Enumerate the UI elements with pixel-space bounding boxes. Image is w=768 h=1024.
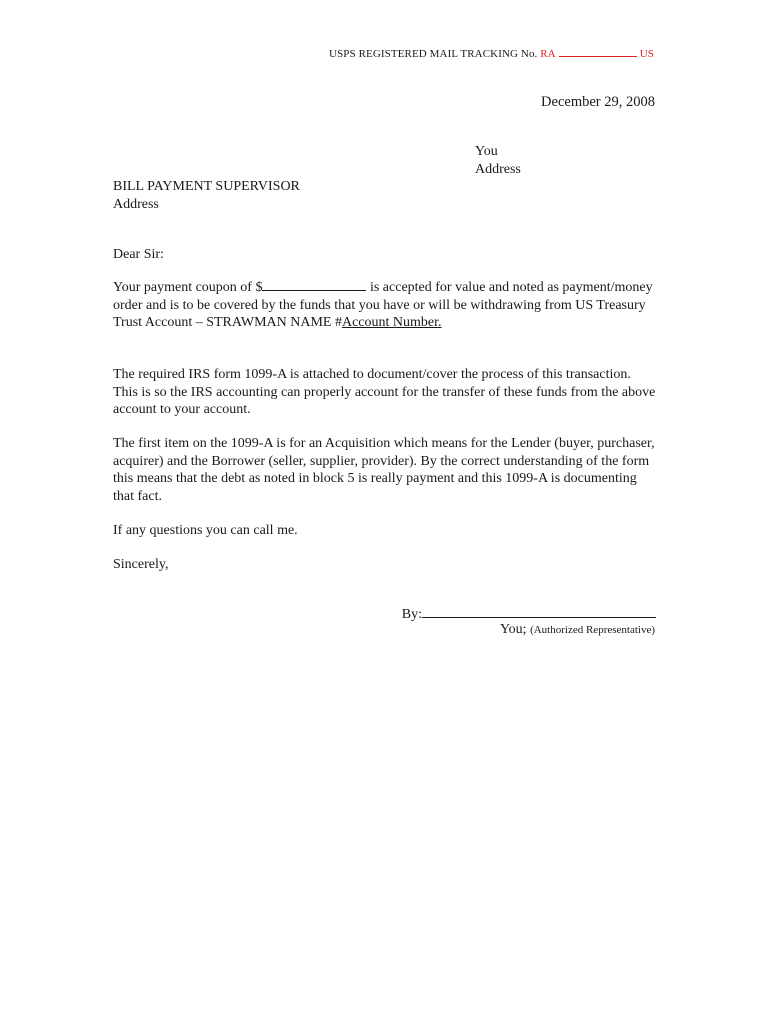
amount-blank	[262, 278, 366, 291]
paragraph-acquisition: The first item on the 1099-A is for an Acquisition which means for the Lender (buyer, purchaser, acquirer) and the Borrower (seller, supplier, provider). By the correct understanding of the form this means that the debt as noted in block 5 is really payment and this 1099-A is documenting that fact.	[113, 436, 655, 504]
signature-blank	[422, 603, 656, 618]
letter-date: December 29, 2008	[541, 94, 655, 110]
signature-name-line	[500, 622, 655, 638]
sender-block	[475, 143, 521, 179]
paragraph-payment-coupon	[113, 278, 658, 332]
signature-by-label: By:	[401, 607, 422, 622]
signature-line	[402, 603, 656, 623]
tracking-suffix: US	[639, 48, 654, 60]
account-number: Account Number.	[341, 315, 442, 330]
salutation: Dear Sir:	[113, 247, 164, 262]
tracking-label: USPS REGISTERED MAIL TRACKING No.	[329, 48, 538, 60]
tracking-number-line	[329, 46, 654, 60]
paragraph-questions: If any questions you can call me.	[113, 523, 298, 538]
closing: Sincerely,	[113, 557, 169, 572]
recipient-block	[113, 178, 300, 214]
sender-address: Address	[475, 162, 521, 177]
signature-title: (Authorized Representative)	[530, 624, 655, 636]
paragraph-1-rest: is accepted for value and noted as payment/money order and is to be covered by the funds that you have or will be withdrawing from US Treasury Trust Account – STRAWMAN NAME #	[113, 280, 653, 330]
recipient-name: BILL PAYMENT SUPERVISOR	[113, 179, 300, 194]
sender-name: You	[475, 144, 498, 159]
tracking-prefix: RA	[540, 48, 556, 60]
signature-name: You;	[499, 622, 527, 637]
tracking-number-blank	[559, 46, 637, 57]
paragraph-1-start: Your payment coupon of $	[113, 280, 263, 295]
paragraph-irs-form: The required IRS form 1099-A is attached to document/cover the process of this transaction. This is so the IRS accounting can properly account for the transfer of these funds from the above account to your account.	[113, 367, 656, 417]
recipient-address: Address	[113, 197, 159, 212]
